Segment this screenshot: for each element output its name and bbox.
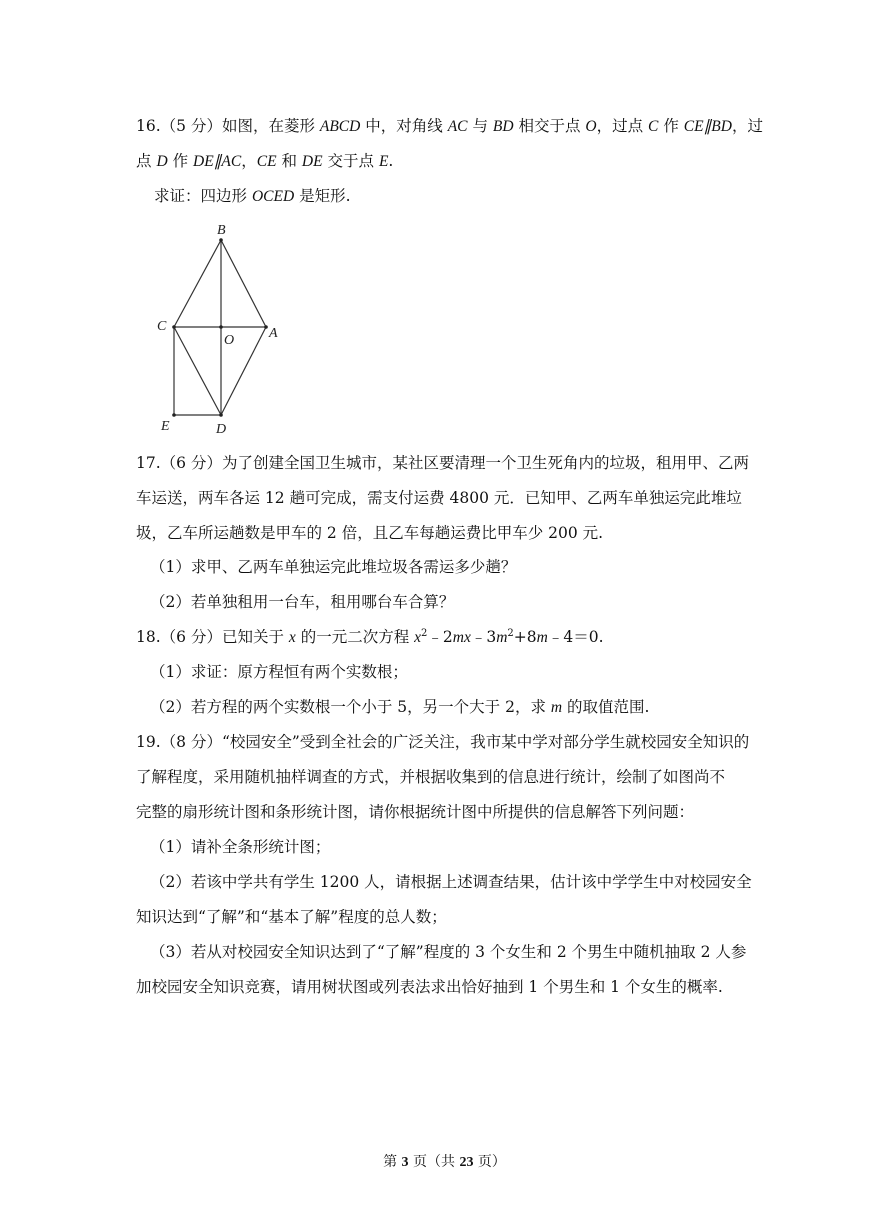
q19-line-1: 19.（8 分）“校园安全”受到全社会的广泛关注，我市某中学对部分学生就校园安全知识的 <box>136 733 750 751</box>
edge-bc <box>174 240 221 327</box>
q19-part-1: （1）请补全条形统计图； <box>150 838 331 856</box>
q19-part-2a: （2）若该中学共有学生 1200 人，请根据上述调查结果，估计该中学学生中对校园安全 <box>150 873 752 891</box>
label-e: E <box>161 419 170 434</box>
q19-part-3b: 加校园安全知识竞赛，请用树状图或列表法求出恰好抽到 1 个男生和 1 个女生的概率. <box>136 978 723 996</box>
q19-part-2b: 知识达到“了解”和“基本了解”程度的总人数； <box>136 908 447 926</box>
q18-part-1: （1）求证：原方程恒有两个实数根； <box>150 663 408 681</box>
label-c: C <box>157 319 167 334</box>
q18-line-1: 18.（6 分）已知关于 x 的一元二次方程 $x^2﹣2mx﹣3m^2+8m﹣4=0$. <box>136 627 604 646</box>
q17-line-3: 圾，乙车所运趟数是甲车的 2 倍，且乙车每趟运费比甲车少 200 元. <box>136 524 604 542</box>
label-b: B <box>217 223 226 238</box>
q19-part-3a: （3）若从对校园安全知识达到了“了解”程度的 3 个女生和 2 个男生中随机抽取 2 人参 <box>150 943 747 961</box>
label-a: A <box>269 326 278 341</box>
label-d: D <box>216 422 227 437</box>
page-footer: 第 3 页（共 23 页） <box>383 1154 506 1170</box>
q17-line-2: 车运送，两车各运 12 趟可完成，需支付运费 4800 元．已知甲、乙两车单独运完此堆垃 <box>136 489 742 507</box>
rhombus-figure <box>150 220 300 445</box>
label-o: O <box>224 333 235 348</box>
q16-line-3: 求证：四边形 OCED 是矩形. <box>154 187 351 205</box>
q17-part-2: （2）若单独租用一台车，租用哪台车合算？ <box>150 593 455 611</box>
q16-line-1: 16.（5 分）如图，在菱形 ABCD 中，对角线 AC 与 BD 相交于点 O，过点 C 作 CE∥BD，过 <box>136 117 763 135</box>
math-abcd: ABCD <box>319 118 361 135</box>
q16-line-2: 点 D 作 DE∥AC，CE 和 DE 交于点 E. <box>136 152 394 170</box>
q18-part-2: （2）若方程的两个实数根一个小于 5，另一个大于 2，求 m 的取值范围. <box>150 698 650 716</box>
q19-line-3: 完整的扇形统计图和条形统计图，请你根据统计图中所提供的信息解答下列问题： <box>136 803 695 821</box>
q17-line-1: 17.（6 分）为了创建全国卫生城市，某社区要清理一个卫生死角内的垃圾，租用甲、乙两 <box>136 454 749 472</box>
q17-part-1: （1）求甲、乙两车单独运完此堆垃圾各需运多少趟？ <box>150 558 517 576</box>
q19-line-2: 了解程度，采用随机抽样调查的方式，并根据收集到的信息进行统计，绘制了如图尚不 <box>136 768 726 786</box>
edge-ba <box>221 240 266 327</box>
page-number: 3 <box>401 1155 409 1170</box>
edge-cd <box>174 327 221 415</box>
page-total: 23 <box>459 1155 474 1170</box>
